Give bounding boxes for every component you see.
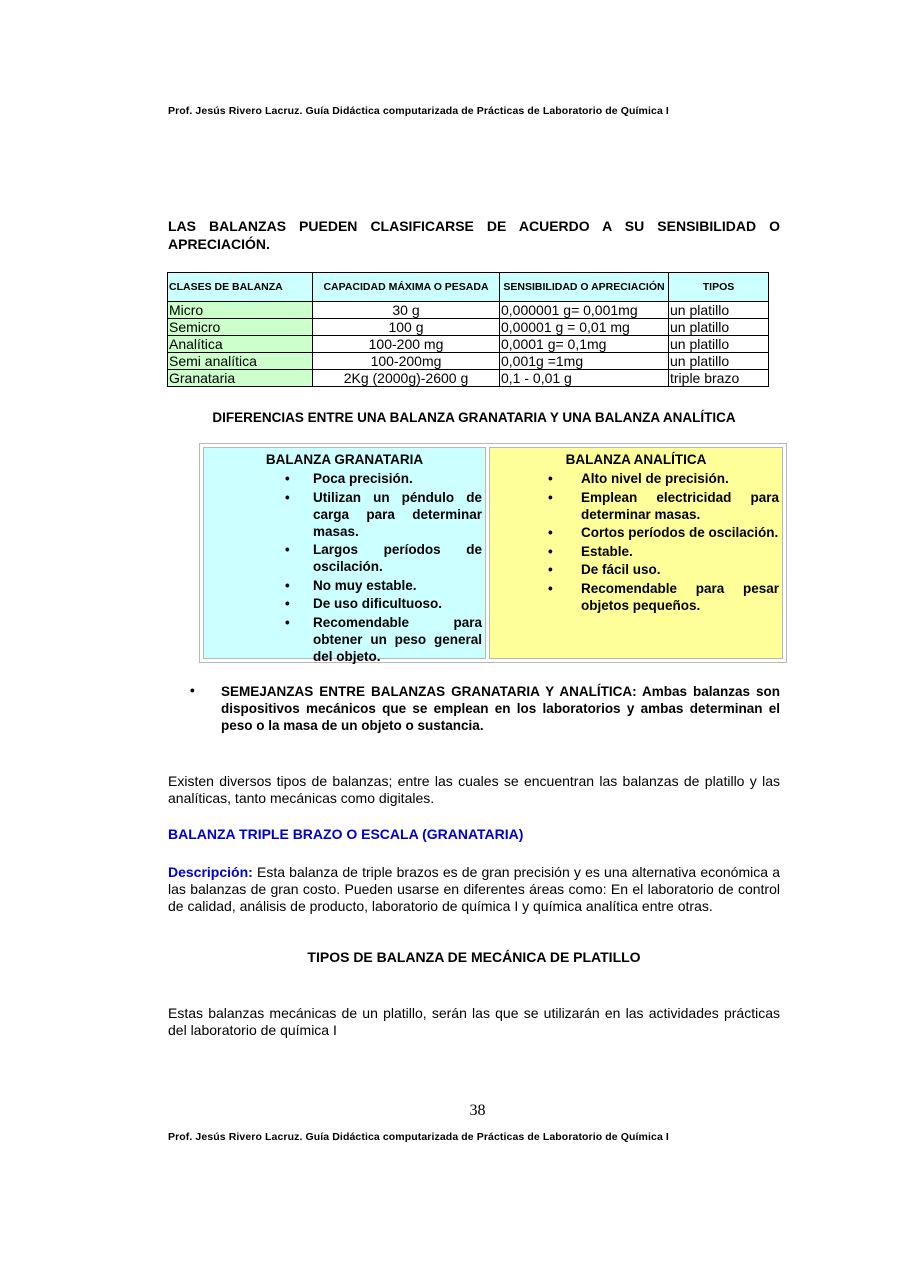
table-cell: triple brazo — [669, 370, 769, 387]
table-cell: un platillo — [669, 353, 769, 370]
bullet-icon: • — [548, 562, 553, 577]
table-cell: 0,00001 g = 0,01 mg — [500, 319, 669, 336]
analitica-title: BALANZA ANALÍTICA — [565, 452, 707, 467]
bullet-icon: • — [285, 614, 290, 630]
analitica-list — [493, 470, 779, 614]
list-item-text: Largos períodos de oscilación. — [313, 542, 482, 574]
table-header-cell: TIPOS — [669, 273, 769, 302]
bullet-icon: • — [548, 489, 553, 505]
table-row — [168, 302, 769, 319]
bullet-icon: • — [285, 542, 290, 557]
list-item — [207, 577, 482, 594]
bullet-icon: • — [548, 580, 553, 596]
table-cell: Analítica — [168, 336, 313, 353]
table-cell: Semicro — [168, 319, 313, 336]
list-item-text: De fácil uso. — [581, 562, 661, 577]
table-cell: Semi analítica — [168, 353, 313, 370]
list-item — [493, 580, 779, 614]
table-cell: 100 g — [313, 319, 500, 336]
table-cell: 0,1 - 0,01 g — [500, 370, 669, 387]
table-header-cell: CAPACIDAD MÁXIMA O PESADA — [313, 273, 500, 302]
list-item-text: Alto nivel de precisión. — [581, 471, 729, 486]
list-item-text: Poca precisión. — [313, 471, 413, 486]
bullet-icon: • — [285, 471, 290, 486]
mechanical-types-title: TIPOS DE BALANZA DE MECÁNICA DE PLATILLO — [307, 949, 641, 965]
granataria-column — [203, 447, 486, 664]
classification-heading: LAS BALANZAS PUEDEN CLASIFICARSE DE ACUERDO A SU SENSIBILIDAD O APRECIACIÓN. — [168, 218, 780, 252]
list-item — [207, 489, 482, 540]
list-item — [493, 524, 779, 541]
similarities-section — [190, 683, 780, 734]
table-header-cell: SENSIBILIDAD O APRECIACIÓN — [500, 273, 669, 302]
table-header-row — [168, 273, 769, 302]
granataria-title: BALANZA GRANATARIA — [265, 452, 424, 467]
list-item — [207, 470, 482, 487]
bullet-icon: • — [548, 543, 553, 559]
list-item-text: Emplean electricidad para determinar masas. — [581, 489, 779, 522]
bullet-icon: • — [285, 489, 290, 505]
table-header-cell: CLASES DE BALANZA — [168, 273, 313, 302]
list-item — [207, 614, 482, 665]
list-item — [207, 541, 482, 575]
bullet-icon: • — [285, 577, 290, 593]
bullet-icon: • — [548, 471, 553, 486]
granataria-list — [207, 470, 482, 665]
table-row — [168, 336, 769, 353]
analitica-column — [489, 447, 783, 659]
table-row — [168, 370, 769, 387]
triple-beam-heading: BALANZA TRIPLE BRAZO O ESCALA (GRANATARIA) — [168, 826, 524, 842]
list-item — [207, 595, 482, 612]
table-cell: 0,001g =1mg — [500, 353, 669, 370]
list-item — [493, 470, 779, 487]
bullet-icon: • — [548, 525, 553, 540]
table-cell: 100-200 mg — [313, 336, 500, 353]
list-item-text: De uso dificultuoso. — [313, 596, 443, 611]
list-item-text: Recomendable para pesar objetos pequeños. — [581, 580, 779, 613]
list-item-text: No muy estable. — [313, 577, 417, 593]
differences-title: DIFERENCIAS ENTRE UNA BALANZA GRANATARIA Y UNA BALANZA ANALÍTICA — [212, 410, 736, 425]
table-cell: un platillo — [669, 302, 769, 319]
description-text: Esta balanza de triple brazos es de gran precisión y es una alternativa económica a las balanzas de gran costo. Pueden usarse en diferentes áreas como: En el laboratorio de control de calidad, análisis de producto, laboratorio de química I y química analítica entre otras. — [168, 864, 780, 914]
balance-classes-table — [167, 272, 769, 387]
table-row — [168, 319, 769, 336]
table-cell: Micro — [168, 302, 313, 319]
list-item-text: Utilizan un péndulo de carga para determinar masas. — [313, 489, 482, 539]
balance-types-paragraph: Existen diversos tipos de balanzas; entre las cuales se encuentran las balanzas de platillo y las analíticas, tanto mecánicas como digitales. — [168, 773, 780, 806]
bullet-icon: • — [190, 683, 195, 698]
description-label: Descripción: — [168, 864, 253, 880]
description-paragraph — [168, 864, 780, 915]
table-cell: 0,0001 g= 0,1mg — [500, 336, 669, 353]
list-item-text: Cortos períodos de oscilación. — [581, 525, 779, 540]
table-cell: 0,000001 g= 0,001mg — [500, 302, 669, 319]
table-cell: 30 g — [313, 302, 500, 319]
list-item — [493, 561, 779, 578]
list-item-text: Estable. — [581, 543, 633, 559]
comparison-box — [199, 443, 787, 663]
table-cell: Granataria — [168, 370, 313, 387]
similarities-text: SEMEJANZAS ENTRE BALANZAS GRANATARIA Y ANALÍTICA: Ambas balanzas son dispositivos mecánicos que se emplean en los laboratorios y ambas determinan el peso o la masa de un objeto o sustancia. — [221, 684, 780, 733]
table-cell: un platillo — [669, 319, 769, 336]
bullet-icon: • — [285, 596, 290, 611]
table-cell: un platillo — [669, 336, 769, 353]
table-row — [168, 353, 769, 370]
list-item — [493, 543, 779, 560]
page-footer: Prof. Jesús Rivero Lacruz. Guía Didáctica computarizada de Prácticas de Laboratorio de Química I — [168, 1131, 669, 1143]
list-item — [493, 489, 779, 523]
page-number: 38 — [469, 1102, 486, 1119]
page-header: Prof. Jesús Rivero Lacruz. Guía Didáctica computarizada de Prácticas de Laboratorio de Química I — [168, 105, 669, 117]
closing-paragraph: Estas balanzas mecánicas de un platillo, serán las que se utilizarán en las actividades prácticas del laboratorio de química I — [168, 1005, 780, 1038]
table-cell: 2Kg (2000g)-2600 g — [313, 370, 500, 387]
list-item-text: Recomendable para obtener un peso general del objeto. — [313, 614, 482, 664]
table-cell: 100-200mg — [313, 353, 500, 370]
